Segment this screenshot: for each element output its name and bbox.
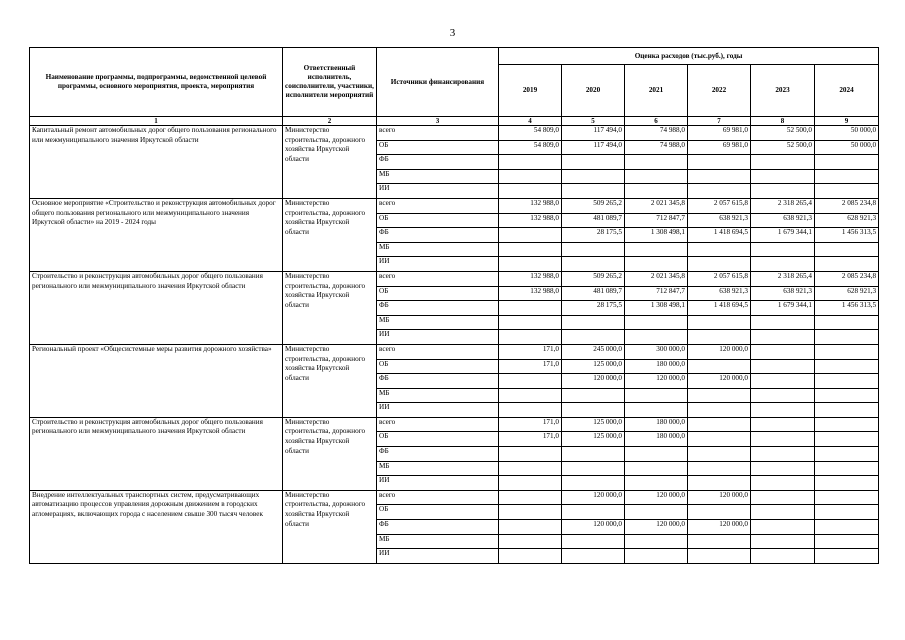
funding-source: ФБ [377, 301, 499, 316]
executor-name: Министерство строительства, дорожного хозяйства Иркутской области [283, 271, 377, 344]
program-name: Региональный проект «Общесистемные меры развития дорожного хозяйства» [30, 344, 283, 417]
expense-value: 300 000,0 [625, 344, 688, 359]
expense-value [815, 490, 879, 505]
expense-value [499, 315, 562, 330]
expense-value [688, 359, 751, 374]
expense-value [815, 403, 879, 418]
expense-value [688, 155, 751, 170]
expense-value [625, 534, 688, 549]
funding-source: всего [377, 271, 499, 286]
expense-value [815, 257, 879, 272]
expense-value [688, 330, 751, 345]
expense-value [751, 257, 815, 272]
expense-value [688, 534, 751, 549]
header-executor: Ответственный исполнитель, соисполнители, участники, исполнители мероприятий [283, 48, 377, 117]
expense-value [625, 549, 688, 564]
expense-value [751, 344, 815, 359]
funding-source: ФБ [377, 447, 499, 462]
table-row [30, 417, 879, 432]
funding-source: всего [377, 344, 499, 359]
expense-value: 1 308 498,1 [625, 301, 688, 316]
expense-value: 2 057 615,8 [688, 271, 751, 286]
expense-value [625, 242, 688, 257]
program-name: Строительство и реконструкция автомобильных дорог общего пользования регионального или межмуниципального значения Иркутской области [30, 271, 283, 344]
expense-value: 54 809,0 [499, 126, 562, 141]
expense-value [562, 447, 625, 462]
expense-value [751, 184, 815, 199]
funding-source: ОБ [377, 286, 499, 301]
funding-source: ОБ [377, 432, 499, 447]
expense-value: 638 921,3 [688, 213, 751, 228]
expense-value [815, 447, 879, 462]
expense-value [815, 330, 879, 345]
executor-name: Министерство строительства, дорожного хозяйства Иркутской области [283, 417, 377, 490]
header-expenses: Оценка расходов (тыс.руб.), годы [499, 48, 879, 65]
year-header: 2024 [815, 65, 879, 117]
column-number: 4 [499, 117, 562, 126]
expense-value [751, 374, 815, 389]
expense-value [751, 432, 815, 447]
expense-value: 120 000,0 [562, 374, 625, 389]
expense-value [625, 476, 688, 491]
expense-value: 120 000,0 [688, 520, 751, 535]
program-name: Строительство и реконструкция автомобильных дорог общего пользования регионального или межмуниципального значения Иркутской области [30, 417, 283, 490]
funding-source: ИИ [377, 549, 499, 564]
funding-source: ИИ [377, 403, 499, 418]
column-number: 2 [283, 117, 377, 126]
expense-value [815, 476, 879, 491]
funding-source: ИИ [377, 184, 499, 199]
expense-value [751, 388, 815, 403]
expense-value: 54 809,0 [499, 140, 562, 155]
expense-value: 2 021 345,8 [625, 198, 688, 213]
expense-value [751, 520, 815, 535]
funding-source: ОБ [377, 505, 499, 520]
expense-value [815, 155, 879, 170]
expense-value [815, 242, 879, 257]
expense-value [815, 534, 879, 549]
expense-value [815, 344, 879, 359]
expense-value: 180 000,0 [625, 432, 688, 447]
column-number: 9 [815, 117, 879, 126]
expense-value: 171,0 [499, 432, 562, 447]
expense-value: 481 089,7 [562, 213, 625, 228]
expense-value [815, 184, 879, 199]
expense-value [625, 257, 688, 272]
page-number: 3 [449, 27, 456, 39]
table-row [30, 490, 879, 505]
expense-value [562, 169, 625, 184]
expense-value [751, 549, 815, 564]
expense-value [751, 461, 815, 476]
expense-value: 69 981,0 [688, 126, 751, 141]
expense-value: 1 456 313,5 [815, 228, 879, 243]
expense-value [562, 257, 625, 272]
expense-value [499, 330, 562, 345]
expense-value: 120 000,0 [625, 374, 688, 389]
expense-value [562, 476, 625, 491]
table-body [30, 126, 879, 564]
expense-value [751, 447, 815, 462]
expense-value: 117 494,0 [562, 140, 625, 155]
expense-value [562, 534, 625, 549]
expense-value [688, 417, 751, 432]
expense-value [562, 184, 625, 199]
expense-value: 120 000,0 [688, 344, 751, 359]
funding-source: ОБ [377, 359, 499, 374]
expense-value [562, 388, 625, 403]
table-row [30, 344, 879, 359]
expense-value [688, 242, 751, 257]
budget-table [29, 47, 879, 564]
expense-value [688, 461, 751, 476]
expense-value [688, 505, 751, 520]
expense-value: 180 000,0 [625, 417, 688, 432]
funding-source: ОБ [377, 213, 499, 228]
executor-name: Министерство строительства, дорожного хозяйства Иркутской области [283, 126, 377, 199]
column-number-row [30, 117, 879, 126]
expense-value [499, 476, 562, 491]
expense-value: 74 988,0 [625, 126, 688, 141]
expense-value [499, 228, 562, 243]
funding-source: всего [377, 198, 499, 213]
expense-value [499, 388, 562, 403]
expense-value: 120 000,0 [625, 520, 688, 535]
expense-value: 132 988,0 [499, 271, 562, 286]
expense-value [499, 549, 562, 564]
funding-source: всего [377, 490, 499, 505]
expense-value [751, 476, 815, 491]
expense-value [499, 505, 562, 520]
expense-value [751, 490, 815, 505]
table-row [30, 198, 879, 213]
expense-value: 2 021 345,8 [625, 271, 688, 286]
funding-source: МБ [377, 388, 499, 403]
expense-value: 509 265,2 [562, 198, 625, 213]
expense-value [499, 301, 562, 316]
expense-value [815, 359, 879, 374]
expense-value [815, 169, 879, 184]
expense-value: 52 500,0 [751, 140, 815, 155]
expense-value: 171,0 [499, 344, 562, 359]
year-header: 2023 [751, 65, 815, 117]
expense-value: 120 000,0 [625, 490, 688, 505]
funding-source: всего [377, 417, 499, 432]
expense-value: 132 988,0 [499, 198, 562, 213]
expense-value: 50 000,0 [815, 126, 879, 141]
column-number: 7 [688, 117, 751, 126]
expense-value [688, 432, 751, 447]
funding-source: ФБ [377, 155, 499, 170]
expense-value [625, 461, 688, 476]
executor-name: Министерство строительства, дорожного хозяйства Иркутской области [283, 198, 377, 271]
expense-value: 171,0 [499, 417, 562, 432]
expense-value [688, 257, 751, 272]
expense-value: 245 000,0 [562, 344, 625, 359]
expense-value [688, 315, 751, 330]
funding-source: ИИ [377, 476, 499, 491]
expense-value [562, 549, 625, 564]
expense-value: 125 000,0 [562, 432, 625, 447]
expense-value [499, 534, 562, 549]
expense-value [751, 403, 815, 418]
expense-value [562, 403, 625, 418]
funding-source: МБ [377, 315, 499, 330]
expense-value [815, 388, 879, 403]
expense-value: 481 089,7 [562, 286, 625, 301]
funding-source: МБ [377, 461, 499, 476]
expense-value [625, 155, 688, 170]
expense-value [562, 505, 625, 520]
expense-value: 74 988,0 [625, 140, 688, 155]
header-name: Наименование программы, подпрограммы, ведомственной целевой программы, основного мероприятия, проекта, мероприятия [30, 48, 283, 117]
funding-source: ФБ [377, 520, 499, 535]
expense-value [499, 257, 562, 272]
expense-value: 120 000,0 [562, 490, 625, 505]
expense-value: 1 308 498,1 [625, 228, 688, 243]
executor-name: Министерство строительства, дорожного хозяйства Иркутской области [283, 344, 377, 417]
expense-value: 509 265,2 [562, 271, 625, 286]
expense-value [688, 388, 751, 403]
funding-source: МБ [377, 534, 499, 549]
expense-value: 50 000,0 [815, 140, 879, 155]
expense-value [751, 315, 815, 330]
expense-value [815, 505, 879, 520]
expense-value [499, 447, 562, 462]
expense-value: 2 057 615,8 [688, 198, 751, 213]
column-number: 1 [30, 117, 283, 126]
executor-name: Министерство строительства, дорожного хозяйства Иркутской области [283, 490, 377, 563]
header-source: Источники финансирования [377, 48, 499, 117]
funding-source: ИИ [377, 257, 499, 272]
expense-value: 1 418 694,5 [688, 228, 751, 243]
expense-value: 712 847,7 [625, 286, 688, 301]
year-header: 2021 [625, 65, 688, 117]
expense-value [688, 184, 751, 199]
expense-value [751, 169, 815, 184]
expense-value [499, 461, 562, 476]
funding-source: всего [377, 126, 499, 141]
program-name: Капитальный ремонт автомобильных дорог общего пользования регионального или межмуниципального значения Иркутской области [30, 126, 283, 199]
expense-value [688, 403, 751, 418]
expense-value: 1 679 344,1 [751, 228, 815, 243]
expense-value: 2 085 234,8 [815, 271, 879, 286]
expense-value: 120 000,0 [562, 520, 625, 535]
expense-value: 638 921,3 [751, 213, 815, 228]
expense-value: 2 318 265,4 [751, 271, 815, 286]
expense-value: 125 000,0 [562, 359, 625, 374]
expense-value: 132 988,0 [499, 213, 562, 228]
expense-value [499, 184, 562, 199]
expense-value [499, 490, 562, 505]
expense-value [499, 169, 562, 184]
expense-value: 628 921,3 [815, 286, 879, 301]
expense-value [688, 447, 751, 462]
year-header: 2020 [562, 65, 625, 117]
expense-value: 1 456 313,5 [815, 301, 879, 316]
funding-source: ФБ [377, 228, 499, 243]
table-row [30, 271, 879, 286]
expense-value [815, 549, 879, 564]
expense-value: 117 494,0 [562, 126, 625, 141]
funding-source: ОБ [377, 140, 499, 155]
year-header: 2022 [688, 65, 751, 117]
expense-value [499, 242, 562, 257]
expense-value [562, 155, 625, 170]
expense-value: 69 981,0 [688, 140, 751, 155]
expense-value [688, 549, 751, 564]
expense-value: 125 000,0 [562, 417, 625, 432]
column-number: 6 [625, 117, 688, 126]
expense-value: 1 679 344,1 [751, 301, 815, 316]
expense-value [815, 432, 879, 447]
expense-value [815, 374, 879, 389]
expense-value: 180 000,0 [625, 359, 688, 374]
expense-value [751, 505, 815, 520]
expense-value: 28 175,5 [562, 228, 625, 243]
column-number: 5 [562, 117, 625, 126]
column-number: 8 [751, 117, 815, 126]
expense-value: 638 921,3 [688, 286, 751, 301]
expense-value: 28 175,5 [562, 301, 625, 316]
expense-value: 638 921,3 [751, 286, 815, 301]
expense-value: 628 921,3 [815, 213, 879, 228]
expense-value [625, 403, 688, 418]
expense-value [751, 242, 815, 257]
funding-source: ИИ [377, 330, 499, 345]
expense-value [562, 330, 625, 345]
expense-value [688, 476, 751, 491]
expense-value [751, 155, 815, 170]
expense-value [815, 520, 879, 535]
table-row [30, 126, 879, 141]
expense-value [751, 359, 815, 374]
expense-value [625, 184, 688, 199]
expense-value [751, 534, 815, 549]
expense-value: 52 500,0 [751, 126, 815, 141]
expense-value [751, 417, 815, 432]
expense-value: 1 418 694,5 [688, 301, 751, 316]
funding-source: МБ [377, 169, 499, 184]
program-name: Основное мероприятие «Строительство и реконструкция автомобильных дорог общего пользования регионального или межмуниципального значения Иркутской области» на 2019 - 2024 годы [30, 198, 283, 271]
expense-value: 2 085 234,8 [815, 198, 879, 213]
expense-value [815, 417, 879, 432]
expense-value [499, 520, 562, 535]
expense-value [625, 447, 688, 462]
expense-value: 171,0 [499, 359, 562, 374]
expense-value [625, 330, 688, 345]
year-header: 2019 [499, 65, 562, 117]
expense-value [499, 374, 562, 389]
expense-value [625, 169, 688, 184]
expense-value: 120 000,0 [688, 490, 751, 505]
expense-value: 712 847,7 [625, 213, 688, 228]
column-number: 3 [377, 117, 499, 126]
expense-value: 132 988,0 [499, 286, 562, 301]
expense-value: 2 318 265,4 [751, 198, 815, 213]
program-name: Внедрение интеллектуальных транспортных систем, предусматривающих автоматизацию процессов управления дорожным движением в городских агломерациях, включающих города с населением свыше 300 тысяч человек [30, 490, 283, 563]
expense-value [499, 155, 562, 170]
expense-value [499, 403, 562, 418]
funding-source: МБ [377, 242, 499, 257]
expense-value [751, 330, 815, 345]
expense-value [815, 461, 879, 476]
expense-value [625, 505, 688, 520]
funding-source: ФБ [377, 374, 499, 389]
expense-value [815, 315, 879, 330]
expense-value [562, 242, 625, 257]
expense-value [625, 388, 688, 403]
expense-value [688, 169, 751, 184]
expense-value [562, 461, 625, 476]
expense-value [562, 315, 625, 330]
expense-value [625, 315, 688, 330]
expense-value: 120 000,0 [688, 374, 751, 389]
